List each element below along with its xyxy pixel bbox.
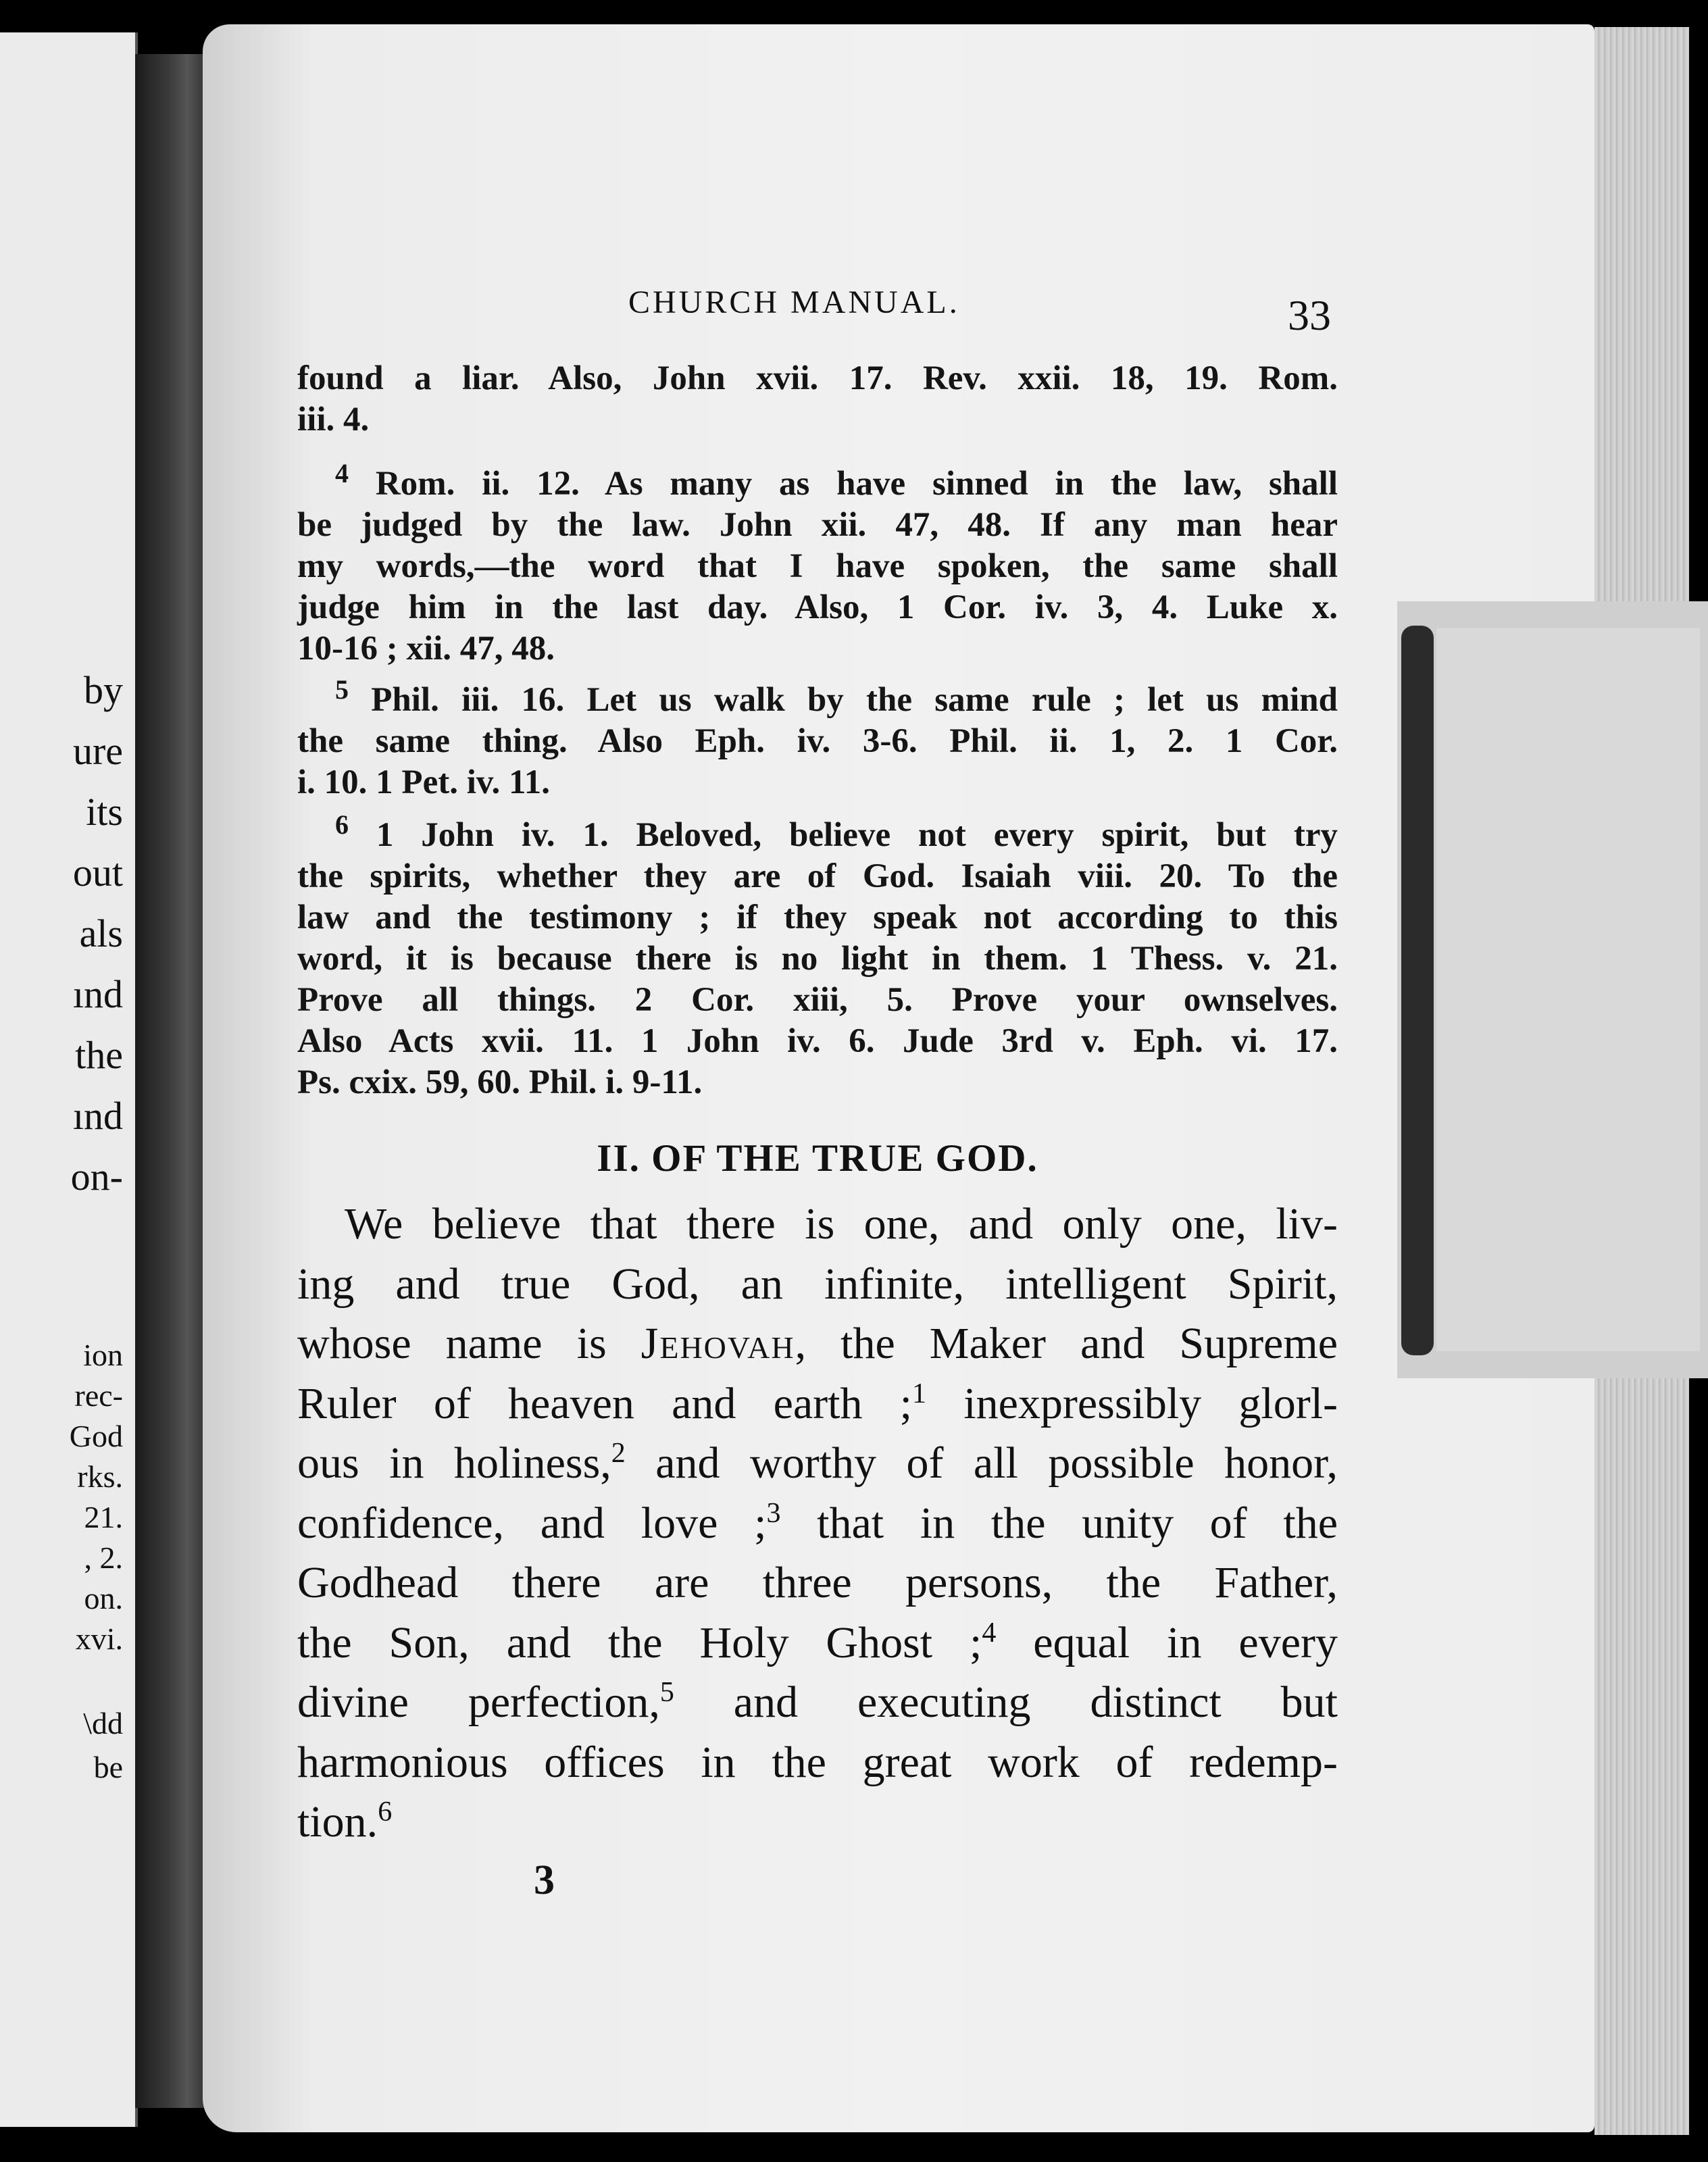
article-body: [297, 1195, 1338, 1853]
left-fragment: be: [93, 1750, 123, 1784]
left-fragment: 21.: [84, 1500, 123, 1534]
footnote-ref: 4: [982, 1617, 997, 1649]
footnote-line: 10-16 ; xii. 47, 48.: [297, 630, 555, 668]
footnote-number: 4: [335, 458, 349, 488]
footnote-line: Phil. iii. 16. Let us walk by the same rule ; let us mind: [371, 681, 1338, 719]
footnote-line: found a liar. Also, John xvii. 17. Rev. xxii. 18, 19. Rom.: [297, 359, 1338, 397]
footnote-line: Rom. ii. 12. As many as have sinned in the law, shall: [375, 465, 1338, 503]
running-title: CHURCH MANUAL.: [628, 284, 960, 320]
body-line: We believe that there is one, and only one, liv-: [345, 1199, 1338, 1249]
footnote-ref: 3: [766, 1497, 781, 1529]
footnote-continued: [297, 358, 1338, 441]
left-fragment: out: [72, 851, 123, 895]
footnote-line: iii. 4.: [297, 401, 370, 438]
footnote-line: be judged by the law. John xii. 47, 48. If any man hear: [297, 506, 1338, 544]
left-fragment: rks.: [77, 1459, 123, 1494]
footnote-line: i. 10. 1 Pet. iv. 11.: [297, 763, 550, 801]
footnote-line: my words,—the word that I have spoken, the same shall: [297, 547, 1338, 585]
left-fragment: ınd: [72, 972, 123, 1016]
left-fragment: rec-: [74, 1378, 123, 1413]
footnote-ref: 2: [611, 1438, 626, 1469]
running-head: [297, 284, 1338, 338]
body-line: Ruler of heaven and earth ;$^1$ inexpressibly glorl-: [297, 1378, 1338, 1428]
body-line: confidence, and love ;$^3$ that in the unity of the: [297, 1497, 1338, 1548]
signature-mark: 3: [534, 1857, 555, 1903]
left-fragment: by: [84, 668, 123, 712]
body-line: the Son, and the Holy Ghost ;$^4$ equal in every: [297, 1617, 1338, 1667]
footnote-line: the spirits, whether they are of God. Isaiah viii. 20. To the: [297, 857, 1338, 895]
body-line: ing and true God, an infinite, intelligent Spirit,: [297, 1259, 1338, 1309]
left-fragment: its: [86, 790, 123, 834]
body-line: ous in holiness,$^2$ and worthy of all possible honor,: [297, 1438, 1338, 1488]
footnote-ref: 5: [659, 1677, 674, 1708]
left-fragment: als: [79, 911, 123, 955]
footnote-line: Ps. cxix. 59, 60. Phil. i. 9-11.: [297, 1063, 703, 1101]
left-fragment: ure: [72, 729, 123, 773]
footnote-line: word, it is because there is no light in them. 1 Thess. v. 21.: [297, 940, 1338, 978]
footnote-line: law and the testimony ; if they speak not according to this: [297, 899, 1338, 936]
footnote-ref: 1: [912, 1378, 927, 1409]
footnote-line: 1 John iv. 1. Beloved, believe not every spirit, but try: [376, 816, 1338, 854]
footnote-line: the same thing. Also Eph. iv. 3-6. Phil. ii. 1, 2. 1 Cor.: [297, 722, 1338, 760]
body-line: divine perfection,$^5$ and executing distinct but: [297, 1677, 1338, 1727]
left-fragment: , 2.: [84, 1540, 123, 1575]
left-page-fragment: [0, 32, 138, 2127]
footnote-line: Also Acts xvii. 11. 1 John iv. 6. Jude 3rd v. Eph. vi. 17.: [297, 1022, 1338, 1060]
footnote-5: [297, 669, 1338, 803]
body-line: harmonious offices in the great work of redemp-: [297, 1737, 1338, 1787]
left-fragment: ion: [83, 1338, 123, 1372]
left-fragment: the: [75, 1033, 123, 1077]
footnote-line: judge him in the last day. Also, 1 Cor. iv. 3, 4. Luke x.: [297, 588, 1338, 626]
body-line: tion.$^6$: [297, 1796, 393, 1846]
left-fragment: xvi.: [75, 1622, 123, 1656]
left-fragment: \dd: [83, 1706, 123, 1740]
body-line: Godhead there are three persons, the Father,: [297, 1558, 1338, 1607]
left-fragment: God: [69, 1419, 123, 1453]
section-heading: II. OF THE TRUE GOD.: [597, 1137, 1038, 1180]
clamp-bar: [1401, 626, 1434, 1355]
footnote-line: Prove all things. 2 Cor. xiii, 5. Prove your ownselves.: [297, 981, 1338, 1019]
book-clamp: [1397, 601, 1708, 1378]
footnote-number: 5: [335, 674, 349, 705]
left-fragment: ınd: [72, 1094, 123, 1138]
left-fragment: on.: [84, 1581, 123, 1615]
footnote-number: 6: [335, 809, 349, 840]
left-fragment: on-: [70, 1155, 123, 1199]
page-number: 33: [1288, 291, 1331, 339]
body-line: whose name is Jehovah, the Maker and Supreme: [297, 1319, 1338, 1368]
footnote-4: [297, 453, 1338, 670]
footnote-6: [297, 804, 1338, 1103]
footnote-ref: 6: [378, 1796, 393, 1828]
divine-name: Jehovah: [640, 1319, 795, 1368]
